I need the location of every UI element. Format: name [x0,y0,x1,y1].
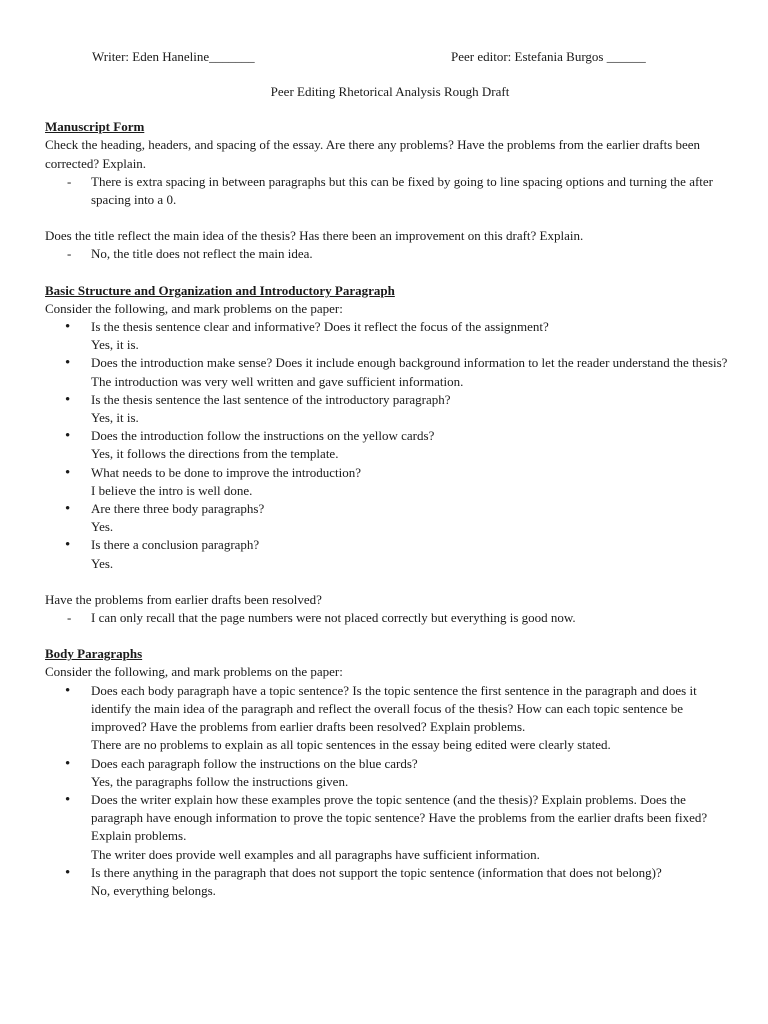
answer-text: There are no problems to explain as all topic sentences in the essay being edited were clearly stated. [91,737,611,753]
question-item [45,791,735,864]
answer-text: The introduction was very well written and gave sufficient information. [91,373,464,389]
document-header [45,48,735,66]
question-item [45,318,735,354]
writer-name: Writer: Eden Haneline_______ [92,49,255,64]
question-item [45,427,735,463]
manuscript-form-section [45,118,735,263]
answer-item: - There is extra spacing in between paragraphs but this can be fixed by going to line spacing options and turning the after spacing into a 0. [45,173,735,209]
section-intro: Consider the following, and mark problems on the paper: [45,664,343,680]
section-intro: Check the heading, headers, and spacing of the essay. Are there any problems? Have the problems from the earlier drafts been corrected? Explain. [45,137,701,171]
question-list [45,682,735,900]
question-text: What needs to be done to improve the introduction? [91,464,362,480]
section-heading: Basic Structure and Organization and Introductory Paragraph [45,282,395,298]
answer-item: - No, the title does not reflect the main idea. [45,245,735,263]
answer-text: The writer does provide well examples and all paragraphs have sufficient information. [91,846,540,862]
answer-list [45,173,735,209]
answer-text: Yes, it follows the directions from the template. [91,446,339,462]
section-intro: Consider the following, and mark problems on the paper: [45,300,343,316]
question-text: Is there anything in the paragraph that does not support the topic sentence (information that does not belong)? [91,864,662,880]
resolved-question: Have the problems from earlier drafts been resolved? [45,591,322,607]
answer-list [45,245,735,263]
answer-list [45,609,735,627]
question-text: Does each paragraph follow the instructions on the blue cards? [91,755,418,771]
document-title: Peer Editing Rhetorical Analysis Rough Draft [270,84,510,99]
question-text: Is there a conclusion paragraph? [91,537,260,553]
question-item [45,500,735,536]
question-text: Does the introduction make sense? Does it include enough background information to let the reader understand the thesis? [91,355,728,371]
question-text: Are there three body paragraphs? [91,501,265,517]
body-paragraphs-section [45,645,735,900]
question-text: Does the introduction follow the instructions on the yellow cards? [91,428,435,444]
section-heading: Manuscript Form [45,119,145,135]
question-text: Is the thesis sentence the last sentence of the introductory paragraph? [91,391,451,407]
document-page [45,48,735,900]
question-item [45,354,735,390]
answer-text: Yes. [91,555,114,571]
title-question: Does the title reflect the main idea of the thesis? Has there been an improvement on this draft? Explain. [45,228,584,244]
question-text: Does each body paragraph have a topic sentence? Is the topic sentence the first sentence in the paragraph and does it identify the main idea of the paragraph and reflect the overall focus of the thesis? How can each topic sentence be improved? Have the problems from earlier drafts been resolved? Explain problems. [91,682,697,735]
answer-item: - I can only recall that the page numbers were not placed correctly but everything is good now. [45,609,735,627]
peer-editor-name: Peer editor: Estefania Burgos ______ [451,49,646,64]
question-item [45,391,735,427]
answer-text: I believe the intro is well done. [91,482,253,498]
answer-text: Yes, it is. [91,337,139,353]
question-item [45,682,735,755]
question-item [45,864,735,900]
question-item [45,464,735,500]
question-list [45,318,735,573]
question-item [45,536,735,572]
question-text: Does the writer explain how these examples prove the topic sentence (and the thesis)? Explain problems. Does the paragraph have enough information to prove the topic sentence? Have the problems from the earlier drafts been fixed? Explain problems. [91,791,708,844]
question-item [45,755,735,791]
answer-text: No, everything belongs. [91,882,216,898]
answer-text: Yes, it is. [91,410,139,426]
question-text: Is the thesis sentence clear and informative? Does it reflect the focus of the assignment? [91,319,549,335]
answer-text: Yes. [91,519,114,535]
answer-text: Yes, the paragraphs follow the instructions given. [91,773,349,789]
basic-structure-section [45,282,735,628]
section-heading: Body Paragraphs [45,646,143,662]
